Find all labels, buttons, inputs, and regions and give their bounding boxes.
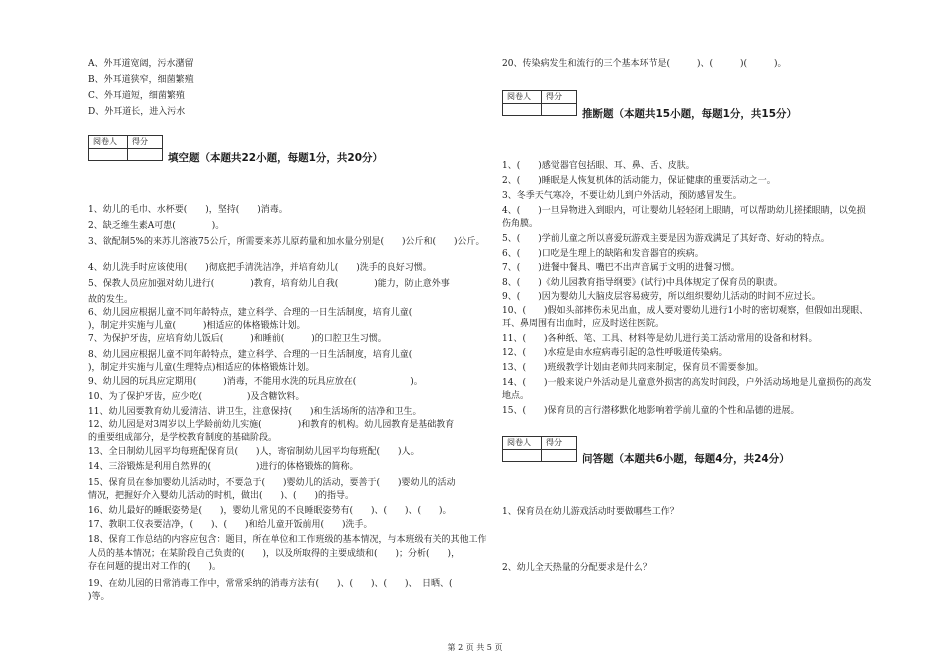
fill-in-line: )，制定并实施与儿童(生理特点)相适应的体格锻炼计划。 [88, 363, 315, 373]
fill-in-line: 8、幼儿园应根据儿童不同年龄特点，建立科学、合理的一日生活制度，培育儿童( [88, 350, 431, 360]
option-c: C、外耳道短，细菌繁殖 [88, 91, 185, 101]
qa-section-title: 问答题（本题共6小题，每题4分，共24分） [582, 453, 790, 465]
judgment-line: 2、( )睡眠是人恢复机体的活动能力，保证健康的重要活动之一。 [502, 176, 776, 186]
fill-in-line: )，制定并实施与儿童( )相适应的体格锻炼计划。 [88, 321, 306, 331]
fill-in-line: 1、幼儿的毛巾、水杯要( )，坚持( )消毒。 [88, 205, 288, 215]
fill-in-line: )等。 [88, 592, 110, 602]
page-number: 第 2 页 共 5 页 [447, 643, 503, 652]
fill-in-line: 2、缺乏维生素A可患( )。 [88, 221, 225, 231]
fill-in-line: 3、欲配制5%的来苏儿溶液75公斤，所需要来苏儿原药量和加水量分别是( )公斤和( )公斤。 [88, 237, 485, 247]
fill-in-line: 6、幼儿园应根据儿童不同年龄特点，建立科学、合理的一日生活制度，培育儿童( [88, 308, 431, 318]
fill-in-line: 情况，把握好介入婴幼儿活动的时机，做出( )、( )的指导。 [88, 491, 355, 501]
judgment-line: 地点。 [502, 391, 530, 401]
fill-in-line-20: 20、传染病发生和流行的三个基本环节是( )、( )( )。 [502, 59, 787, 69]
score-box-judgment [502, 90, 577, 116]
fill-in-line: 5、保教人员应加强对幼儿进行( )教育，培育幼儿自我( )能力，防止意外事 [88, 279, 450, 289]
score-label: 得分 [542, 437, 577, 450]
fill-in-line: 15、保育员在参加婴幼儿活动时，不要急于( )婴幼儿的活动，要善于( )婴幼儿的活动 [88, 478, 456, 488]
judgment-line: 8、( )《幼儿园教育指导纲要》(试行)中具体规定了保育员的职责。 [502, 278, 783, 288]
fill-in-line: 9、幼儿园的玩具应定期用( )消毒，不能用水洗的玩具应放在( )。 [88, 377, 423, 387]
score-label: 得分 [128, 136, 163, 149]
grader-cell [503, 450, 542, 462]
grader-cell [89, 149, 128, 161]
fill-in-line: 故的发生。 [88, 295, 134, 305]
judgment-line: 15、( )保育员的言行潜移默化地影响着学前儿童的个性和品德的进展。 [502, 406, 800, 416]
judgment-line: 伤角膜。 [502, 219, 539, 229]
judgment-line: 9、( )因为婴幼儿大脑皮层容易疲劳，所以组织婴幼儿活动的时间不应过长。 [502, 292, 821, 302]
judgment-line: 13、( )班级教学计划由老师共同来制定，保育员不需要参加。 [502, 363, 764, 373]
fill-in-line: 14、三浴锻炼是利用自然界的( )进行的体格锻炼的简称。 [88, 462, 359, 472]
fill-in-line: 10、为了保护牙齿，应少吃( )及含糖饮料。 [88, 392, 305, 402]
judgment-line: 1、( )感觉器官包括眼、耳、鼻、舌、皮肤。 [502, 161, 695, 171]
score-cell [542, 104, 577, 116]
judgment-line: 4、( )一旦异物进入到眼内，可让婴幼儿轻轻闭上眼睛，可以帮助幼儿搓揉眼睛，以免损 [502, 206, 866, 216]
fill-in-line: 4、幼儿洗手时应该使用( )彻底把手清洗洁净，并培育幼儿( )洗手的良好习惯。 [88, 263, 432, 273]
judgment-line: 3、冬季天气寒冷，不要让幼儿到户外活动，预防感冒发生。 [502, 191, 742, 201]
qa-question-1: 1、保育员在幼儿游戏活动时要做哪些工作？ [502, 507, 679, 517]
judgment-line: 14、( )一般来说户外活动是儿童意外损害的高发时间段，户外活动场地是儿童损伤的高发 [502, 378, 872, 388]
score-box-fill-in [88, 135, 163, 161]
judgment-line: 10、( )假如头部摔伤未见出血，成人要对婴幼儿进行1小时的密切观察，但假如出现眼、 [502, 306, 869, 316]
judgment-section-title: 推断题（本题共15小题，每题1分，共15分） [582, 108, 798, 120]
fill-in-line: 18、保育工作总结的内容应包含：题目，所在单位和工作班级的基本情况，与本班级有关的其他工作 [88, 535, 487, 545]
fill-in-line: 13、全日制幼儿园平均每班配保育员( )人，寄宿制幼儿园平均每班配( )人。 [88, 447, 420, 457]
fill-in-line: 存在问题的提出对工作的( )。 [88, 562, 222, 572]
grader-label: 阅卷人 [89, 136, 128, 149]
judgment-line: 11、( )各种纸、笔、工具、材料等是幼儿进行美工活动常用的设备和材料。 [502, 334, 818, 344]
judgment-line: 6、( )口吃是生理上的缺陷和发音器官的疾病。 [502, 249, 704, 259]
fill-in-line: 7、为保护牙齿，应培育幼儿饭后( )和睡前( )的口腔卫生习惯。 [88, 334, 387, 344]
fill-in-line: 11、幼儿园要教育幼儿爱清洁、讲卫生，注意保持( )和生活场所的洁净和卫生。 [88, 407, 422, 417]
score-cell [542, 450, 577, 462]
option-a: A、外耳道宽阔，污水潴留 [88, 59, 194, 69]
judgment-line: 5、( )学前儿童之所以喜爱玩游戏主要是因为游戏满足了其好奇、好动的特点。 [502, 234, 830, 244]
option-d: D、外耳道长，进入污水 [88, 107, 186, 117]
grader-label: 阅卷人 [503, 91, 542, 104]
option-b: B、外耳道狭窄，细菌繁殖 [88, 75, 194, 85]
score-label: 得分 [542, 91, 577, 104]
judgment-line: 7、( )进餐中餐具、嘴巴不出声音属于文明的进餐习惯。 [502, 263, 740, 273]
fill-in-line: 16、幼儿最好的睡眠姿势是( )，婴幼儿常见的不良睡眠姿势有( )、( )、( )。 [88, 506, 452, 516]
grader-label: 阅卷人 [503, 437, 542, 450]
score-cell [128, 149, 163, 161]
grader-cell [503, 104, 542, 116]
fill-in-section-title: 填空题（本题共22小题，每题1分，共20分） [168, 152, 384, 164]
judgment-line: 12、( )水痘是由水痘病毒引起的急性呼吸道传染病。 [502, 348, 728, 358]
fill-in-line: 的重要组成部分，是学校教育制度的基础阶段。 [88, 433, 278, 443]
fill-in-line: 12、幼儿园是对3周岁以上学龄前幼儿实施( )和教育的机构。幼儿园教育是基础教育 [88, 420, 455, 430]
fill-in-line: 19、在幼儿园的日常消毒工作中，常常采纳的消毒方法有( )、( )、( )、 日晒、( [88, 579, 471, 589]
fill-in-line: 17、教职工仪表要洁净，( )、( )和给儿童开饭前用( )洗手。 [88, 520, 373, 530]
fill-in-line: 人员的基本情况；在某阶段自己负责的( )，以及所取得的主要成绩和( )；分析( )， [88, 549, 461, 559]
judgment-line: 耳、鼻周围有出血时，应及时送往医院。 [502, 319, 665, 329]
score-box-qa [502, 436, 577, 462]
qa-question-2: 2、幼儿全天热量的分配要求是什么？ [502, 563, 652, 573]
